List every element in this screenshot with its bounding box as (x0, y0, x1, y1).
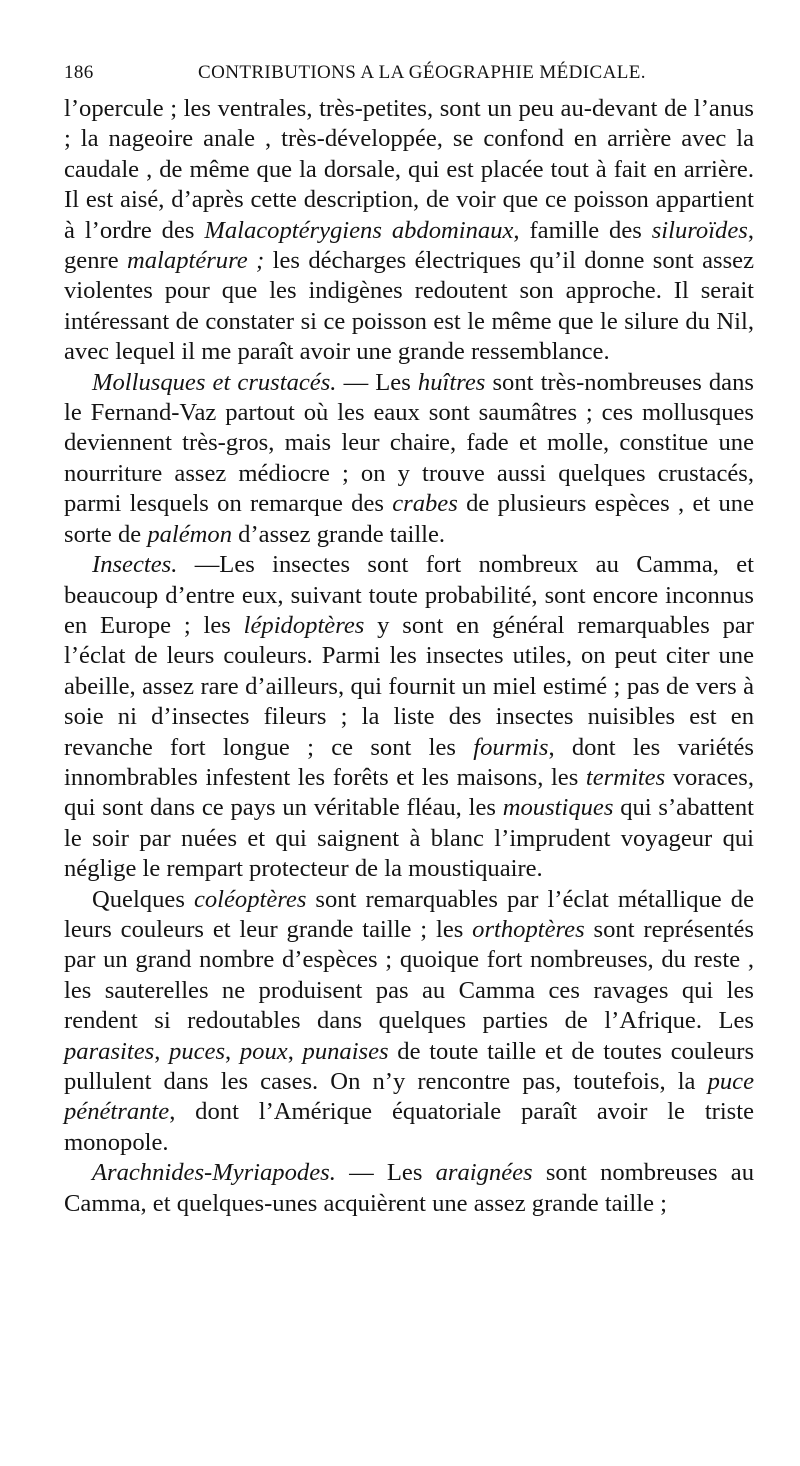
italic-term: moustiques (502, 794, 614, 822)
italic-term: parasites (64, 1037, 155, 1065)
italic-term: Malacoptérygiens abdominaux (204, 216, 514, 244)
text-run: Quelques (92, 885, 194, 913)
text-run: les décharges électriques qu’il donne sont assez violentes pour que les indigènes redoutent son approche. Il serait intéressant de constater si ce poisson est le même que le silure du Nil, avec lequel il me paraît avoir une grande ressemblance. (64, 247, 755, 366)
text-run: , famille des (513, 216, 652, 244)
italic-term: Insectes. (92, 551, 178, 579)
italic-term: puce pénétrante (64, 1068, 754, 1126)
text-run: d’assez grande taille. (232, 520, 446, 548)
paragraph-mollusques (64, 368, 754, 550)
paragraph-fish-description (64, 94, 754, 368)
text-run: sont très-nombreuses dans le Fernand-Vaz partout où les eaux sont saumâtres ; ces mollusques deviennent très-gros, mais leur chaire, fade et molle, constitue une nourriture assez médiocre ; on y trouve aussi quelques crustacés, parmi lesquels on remarque des (64, 368, 754, 518)
italic-term: puces (169, 1037, 226, 1065)
running-head (64, 62, 754, 90)
italic-term: fourmis (473, 733, 549, 761)
text-run: sont nombreuses au Camma, et quelques-unes acquièrent une assez grande taille ; (64, 1159, 754, 1217)
running-title: CONTRIBUTIONS A LA GÉOGRAPHIE MÉDICALE. (198, 62, 646, 83)
text-run: voraces, qui sont dans ce pays un véritable fléau, les (64, 763, 754, 822)
text-run: — Les (335, 1159, 436, 1187)
italic-term: crabes (392, 490, 458, 518)
italic-term: coléoptères (193, 885, 307, 913)
italic-term: lépidoptères (243, 611, 365, 639)
paragraph-coleopteres (64, 885, 754, 1159)
text-run: sont remarquables par l’éclat métallique de leurs couleurs et leur grande taille ; les (64, 885, 754, 943)
text-run: — Les (336, 368, 418, 396)
text-run: , dont l’Amérique équatoriale paraît avoir le triste monopole. (64, 1098, 754, 1156)
text-run: de plusieurs espèces , et une sorte de (64, 490, 754, 548)
italic-term: Mollusques et crustacés. (92, 368, 337, 396)
page-number: 186 (64, 62, 94, 83)
text-run: qui s’abattent le soir par nuées et qui saignent à blanc l’imprudent voyageur qui néglige le rempart protecteur de la moustiquaire. (64, 794, 755, 883)
italic-term: palémon (147, 520, 233, 548)
paragraph-insectes (64, 550, 754, 884)
text-run: l’opercule ; les ventrales, très-petites, sont un peu au-devant de l’anus ; la nageoire anale , très-développée, se confond en arrière avec la caudale , de même que la dorsale, qui est placée tout à fait en arrière. Il est aisé, d’après cette description, de voir que ce poisson appartient à l’ordre des (64, 95, 754, 244)
text-run: , genre (64, 216, 754, 275)
text-run: —Les insectes sont fort nombreux au Camma, et beaucoup d’entre eux, suivant toute probabilité, sont encore inconnus en Europe ; les (64, 551, 754, 639)
italic-term: huîtres (417, 368, 486, 396)
italic-term: malaptérure ; (127, 247, 265, 275)
text-run: y sont en général remarquables par l’éclat de leurs couleurs. Parmi les insectes utiles, on peut citer une abeille, assez rare d’ailleurs, qui fournit un miel estimé ; pas de vers à soie ni d’insectes fileurs ; la liste des insectes nuisibles est en revanche fort longue ; ce sont les (64, 611, 754, 761)
italic-term: Arachnides-Myriapodes. (92, 1159, 336, 1187)
text-run: , dont les variétés innombrables infestent les forêts et les maisons, les (64, 733, 754, 791)
italic-term: termites (585, 763, 666, 791)
italic-term: poux (239, 1037, 288, 1065)
paragraph-arachnides (64, 1158, 754, 1219)
italic-term: punaises (302, 1037, 389, 1065)
text-run: sont représentés par un grand nombre d’espèces ; quoique fort nombreuses, du reste , les sauterelles ne produisent pas au Camma ces ravages qui les rendent si redoutables dans quelques parties de l’Afrique. Les (64, 915, 754, 1035)
body-text (64, 94, 754, 1219)
text-run: , (225, 1037, 240, 1065)
italic-term: orthoptères (472, 915, 585, 943)
book-page (64, 62, 754, 1219)
italic-term: siluroïdes (651, 216, 748, 244)
text-run: , (287, 1037, 303, 1065)
text-run: , (154, 1037, 170, 1065)
text-run: de toute taille et de toutes couleurs pullulent dans les cases. On n’y rencontre pas, toutefois, la (64, 1037, 755, 1095)
italic-term: araignées (435, 1159, 533, 1187)
